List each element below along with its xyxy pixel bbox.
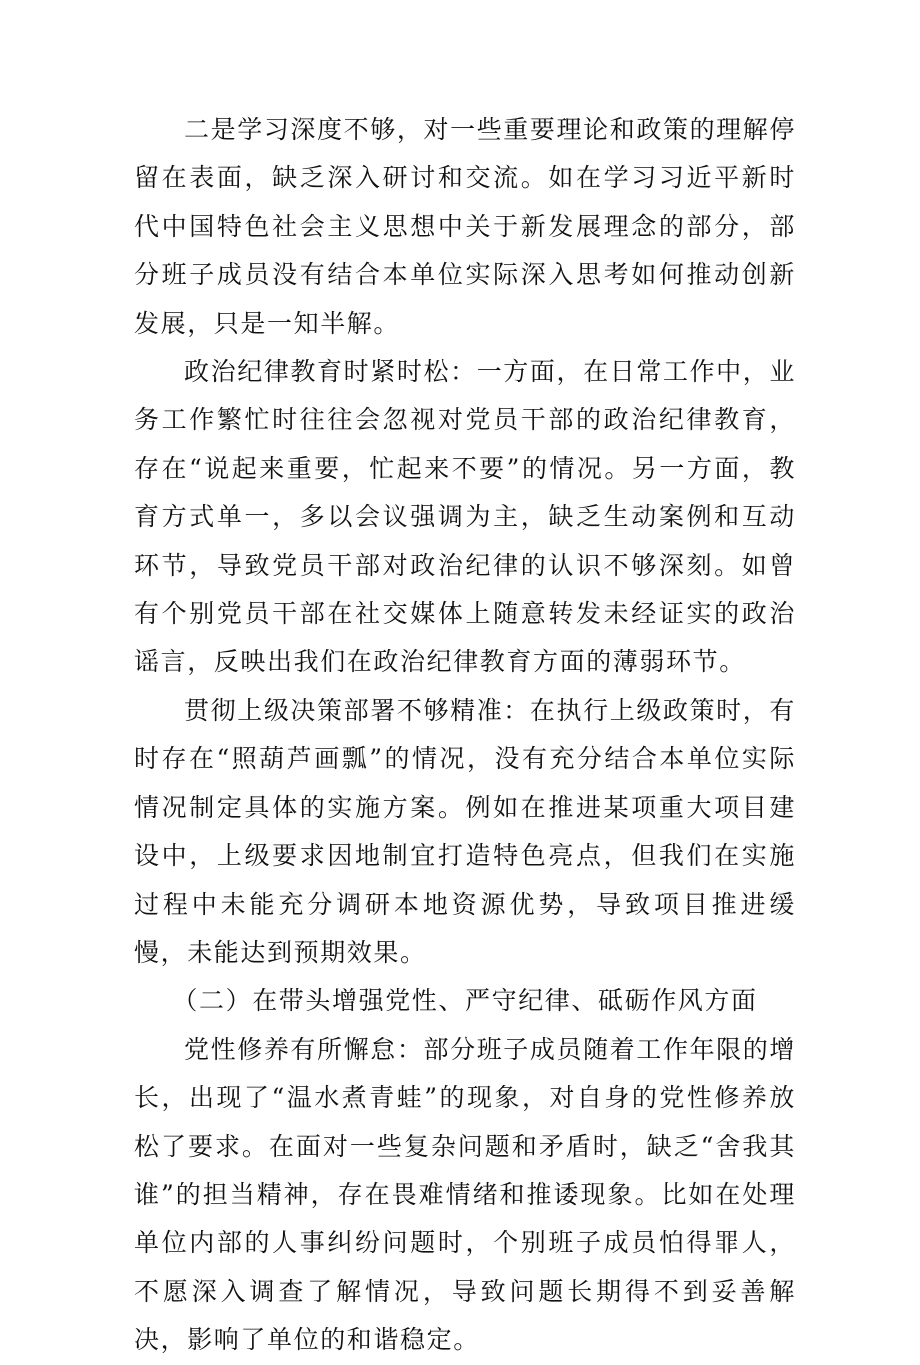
paragraph-study-depth: 二是学习深度不够，对一些重要理论和政策的理解停留在表面，缺乏深入研讨和交流。如在学习习近平新时代中国特色社会主义思想中关于新发展理念的部分，部分班子成员没有结合本单位实际深入思考如何推动创新发展，只是一知半解。 — [134, 115, 796, 338]
paragraph-party-spirit: 党性修养有所懈怠：部分班子成员随着工作年限的增长，出现了“温水煮青蛙”的现象，对自身的党性修养放松了要求。在面对一些复杂问题和矛盾时，缺乏“舍我其谁”的担当精神，存在畏难情绪和推诿现象。比如在处理单位内部的人事纠纷问题时，个别班子成员怕得罪人，不愿深入调查了解情况，导致问题长期得不到妥善解决，影响了单位的和谐稳定。 — [134, 1034, 796, 1355]
paragraph-policy-implementation: 贯彻上级决策部署不够精准：在执行上级政策时，有时存在“照葫芦画瓢”的情况，没有充分结合本单位实际情况制定具体的实施方案。例如在推进某项重大项目建设中，上级要求因地制宜打造特色亮点，但我们在实施过程中未能充分调研本地资源优势，导致项目推进缓慢，未能达到预期效果。 — [134, 695, 796, 967]
paragraph-political-discipline: 政治纪律教育时紧时松：一方面，在日常工作中，业务工作繁忙时往往会忽视对党员干部的政治纪律教育，存在“说起来重要，忙起来不要”的情况。另一方面，教育方式单一，多以会议强调为主，缺乏生动案例和互动环节，导致党员干部对政治纪律的认识不够深刻。如曾有个别党员干部在社交媒体上随意转发未经证实的政治谣言，反映出我们在政治纪律教育方面的薄弱环节。 — [134, 357, 796, 677]
document-body — [134, 106, 796, 1365]
section-heading: （二）在带头增强党性、严守纪律、砥砺作风方面 — [172, 986, 758, 1016]
